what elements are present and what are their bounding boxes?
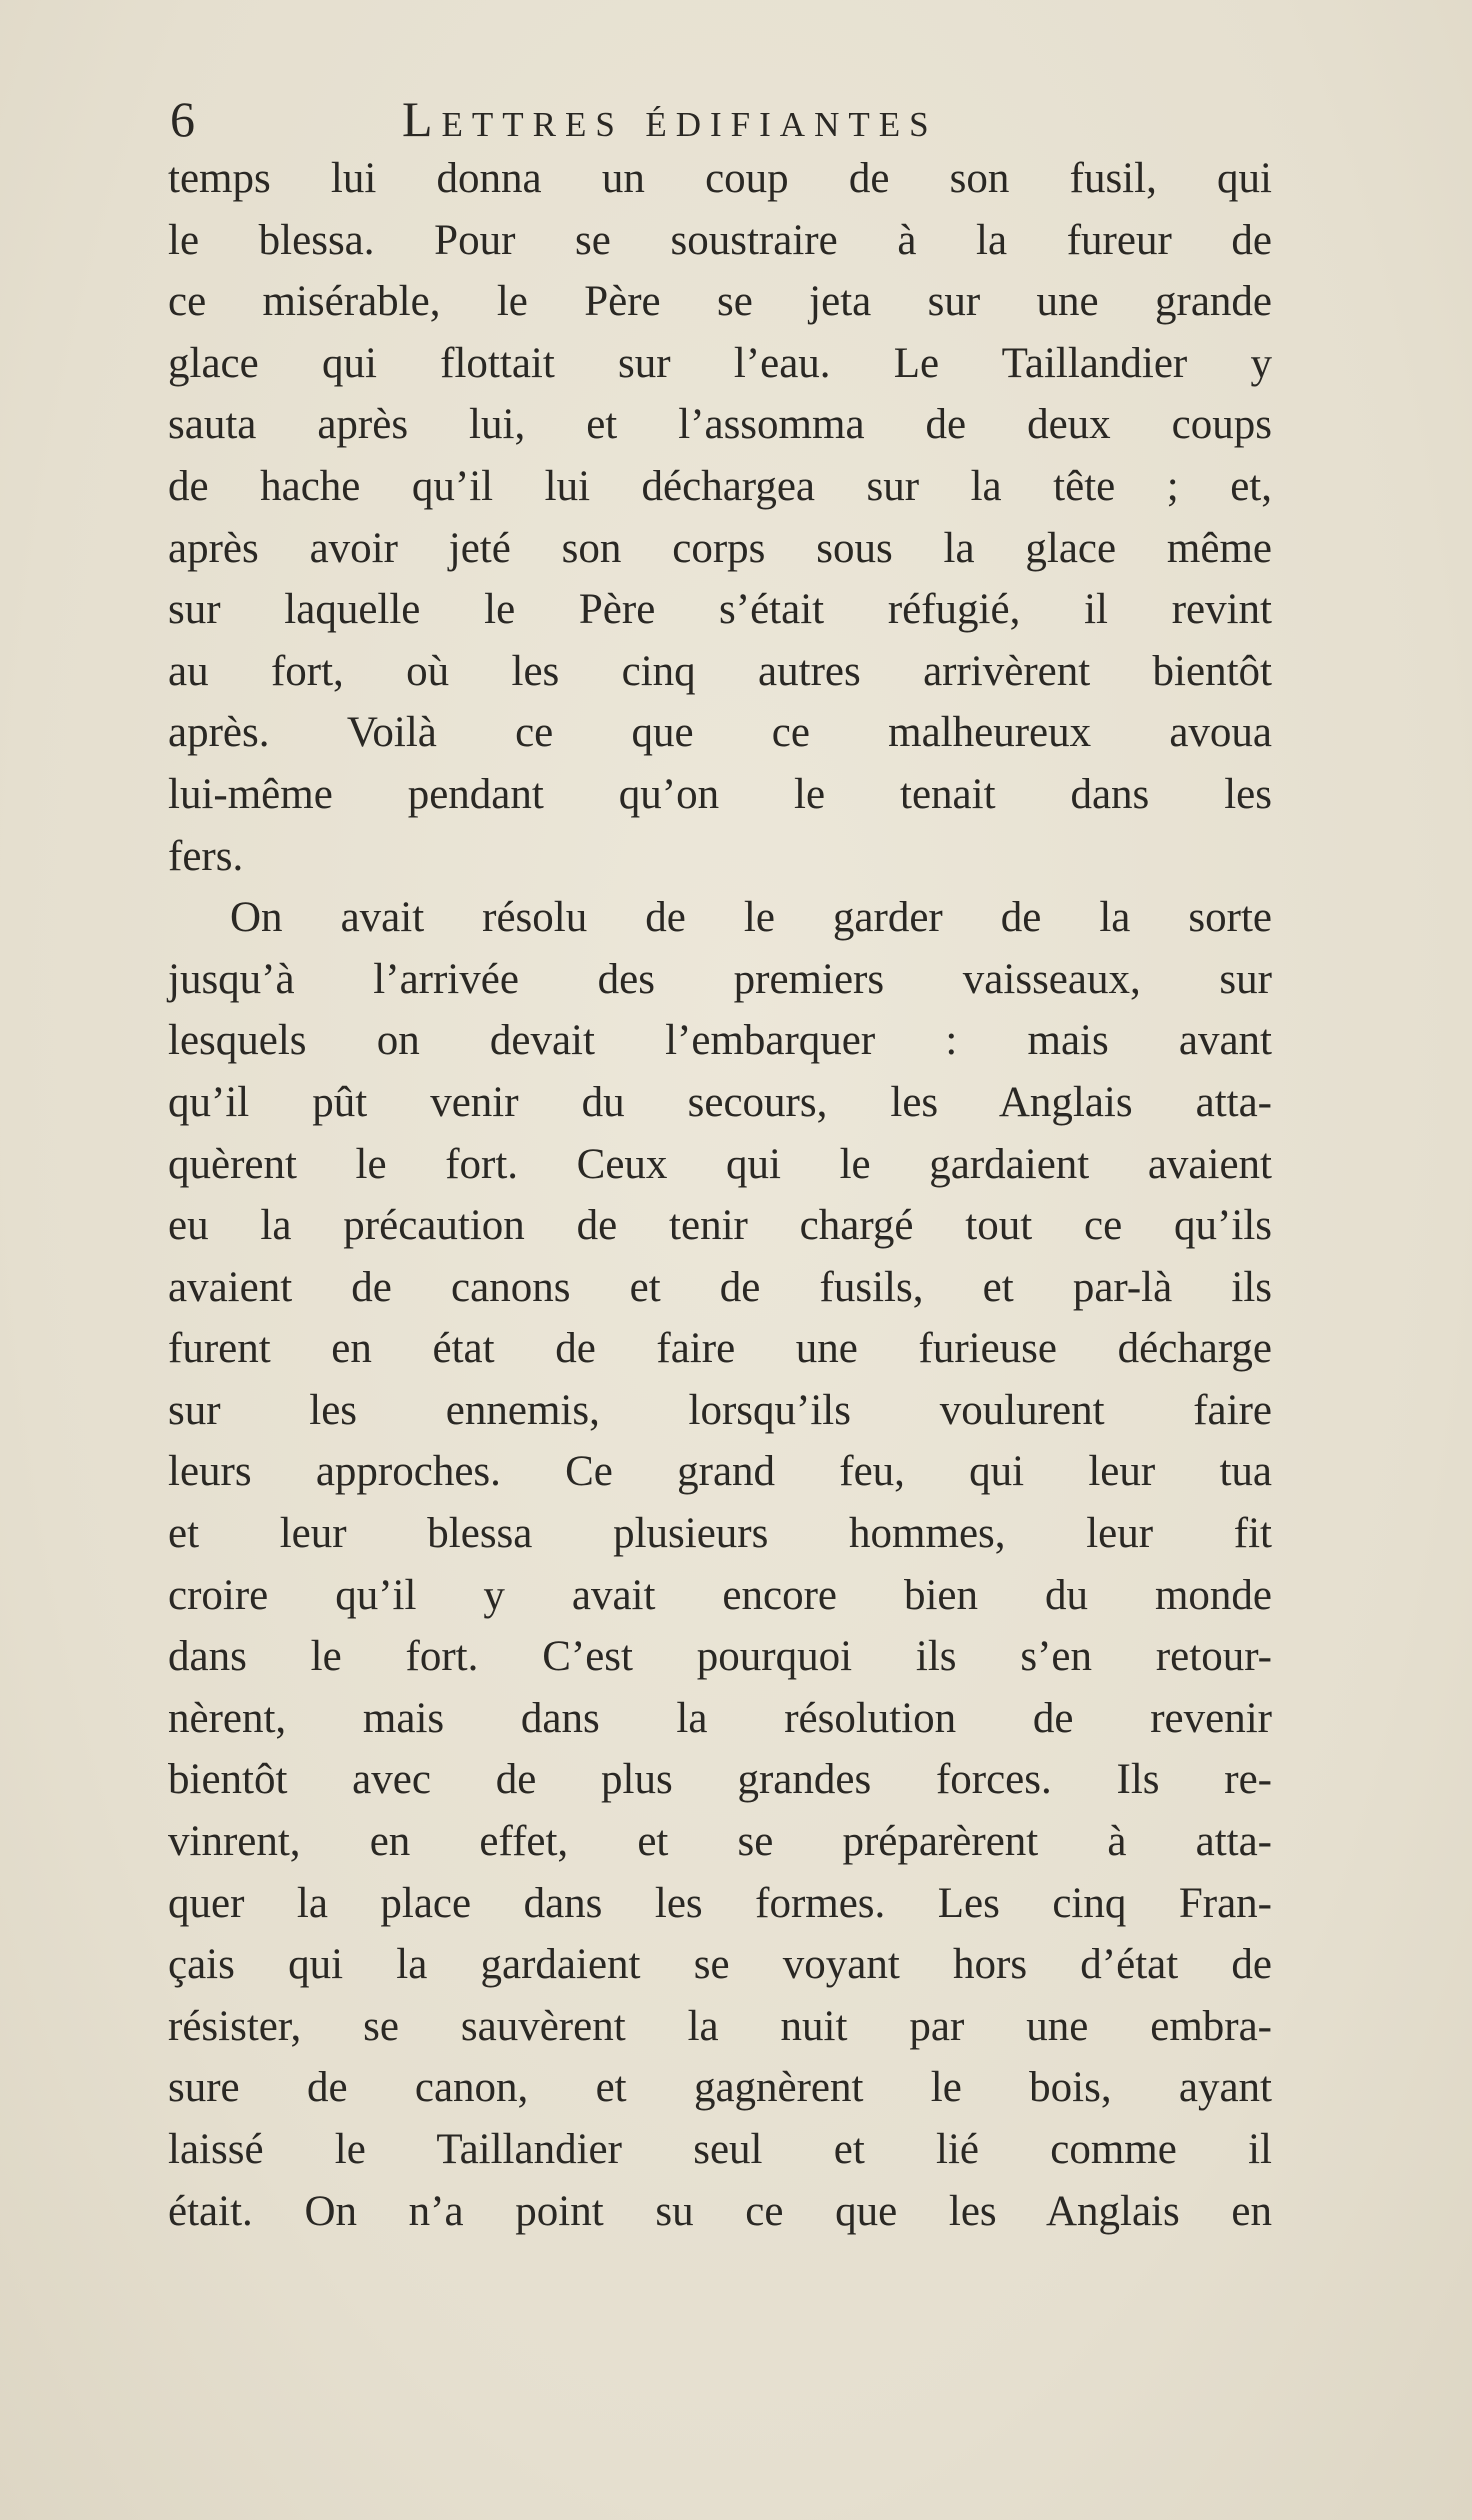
text-line: nèrent, mais dans la résolution de revenir <box>168 1694 1272 1742</box>
text-line: résister, se sauvèrent la nuit par une embra- <box>168 2002 1272 2050</box>
text-line: au fort, où les cinq autres arrivèrent bientôt <box>168 647 1272 695</box>
text-line: quèrent le fort. Ceux qui le gardaient avaient <box>168 1140 1272 1188</box>
text-line: temps lui donna un coup de son fusil, qui <box>168 155 1272 202</box>
text-line: de hache qu’il lui déchargea sur la tête ; et, <box>168 462 1272 510</box>
text-line: laissé le Taillandier seul et lié comme il <box>168 2126 1272 2173</box>
text-line: glace qui flottait sur l’eau. Le Taillandier y <box>168 339 1272 387</box>
text-line: sur les ennemis, lorsqu’ils voulurent faire <box>168 1386 1272 1434</box>
text-line: vinrent, en effet, et se préparèrent à atta- <box>168 1818 1272 1866</box>
text-line: lesquels on devait l’embarquer : mais avant <box>168 1017 1272 1065</box>
text-line: eu la précaution de tenir chargé tout ce qu’ils <box>168 1202 1272 1250</box>
text-line: qu’il pût venir du secours, les Anglais atta- <box>168 1078 1272 1126</box>
text-line: sure de canon, et gagnèrent le bois, ayant <box>168 2064 1272 2112</box>
text-line: bientôt avec de plus grandes forces. Ils re- <box>168 1756 1272 1804</box>
text-line: après. Voilà ce que ce malheureux avoua <box>168 709 1272 757</box>
text-line: sur laquelle le Père s’était réfugié, il revint <box>168 586 1272 634</box>
text-line: furent en état de faire une furieuse décharge <box>168 1325 1272 1373</box>
text-line: çais qui la gardaient se voyant hors d’état de <box>168 1941 1272 1989</box>
text-line: et leur blessa plusieurs hommes, leur fit <box>168 1510 1272 1558</box>
text-line: était. On n’a point su ce que les Anglais en <box>168 2187 1272 2235</box>
text-line: ce misérable, le Père se jeta sur une grande <box>168 278 1272 326</box>
text-line: croire qu’il y avait encore bien du monde <box>168 1571 1272 1619</box>
text-line: dans le fort. C’est pourquoi ils s’en retour- <box>168 1633 1272 1681</box>
text-line: lui-même pendant qu’on le tenait dans les <box>168 770 1272 818</box>
paragraph-first-line: On avait résolu de le garder de la sorte <box>230 894 1272 942</box>
text-line: jusqu’à l’arrivée des premiers vaisseaux, sur <box>168 955 1272 1003</box>
text-line: avaient de canons et de fusils, et par-là ils <box>168 1263 1272 1311</box>
body-text <box>168 148 1272 2242</box>
page-number: 6 <box>170 91 195 147</box>
running-title: Lettres édifiantes <box>402 91 938 147</box>
text-line: le blessa. Pour se soustraire à la fureur de <box>168 216 1272 264</box>
text-line: quer la place dans les formes. Les cinq Fran- <box>168 1879 1272 1927</box>
text-line: sauta après lui, et l’assomma de deux coups <box>168 401 1272 449</box>
paragraph-end-line: fers. <box>168 832 244 880</box>
text-line: leurs approches. Ce grand feu, qui leur tua <box>168 1448 1272 1496</box>
text-line: après avoir jeté son corps sous la glace même <box>168 524 1272 572</box>
page-header <box>170 84 1280 154</box>
